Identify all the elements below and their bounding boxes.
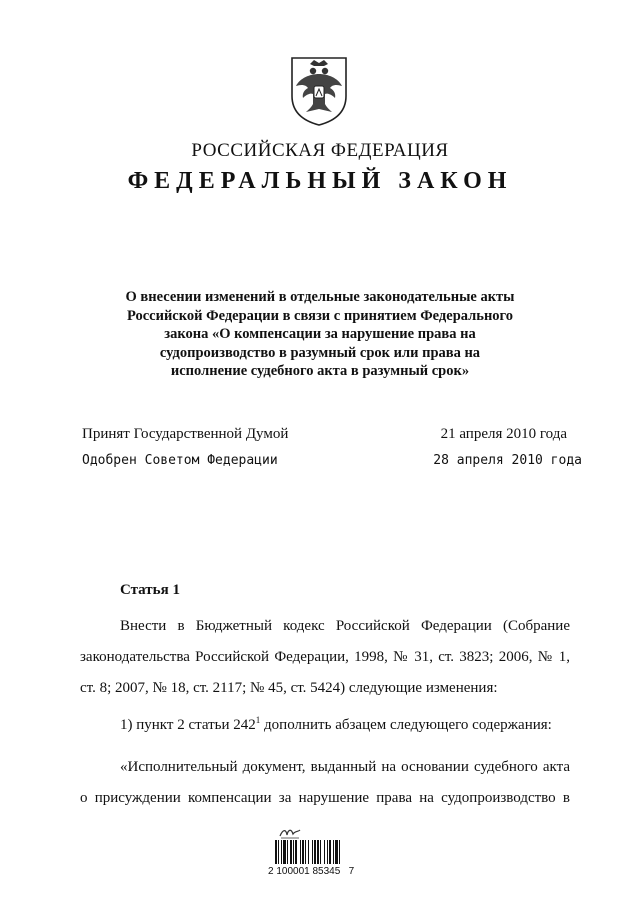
barcode-bar — [314, 840, 316, 864]
duma-adoption-label: Принят Государственной Думой — [82, 426, 289, 442]
barcode-bar — [324, 840, 325, 864]
article-heading: Статья 1 — [120, 582, 180, 598]
article-paragraph — [80, 710, 570, 741]
council-approval-date: 28 апреля 2010 года — [433, 453, 582, 468]
barcode-bar — [302, 840, 304, 864]
barcode-bar — [295, 840, 297, 864]
paragraph-text: 1) пункт 2 статьи 242 — [120, 717, 256, 733]
law-title — [100, 288, 540, 381]
article-paragraph: Внести в Бюджетный кодекс Российской Федерации (Собрание законодательства Российской Федерации, 1998, № 31, ст. 3823; 2006, № 1, ст. 8; 2007, № 18, ст. 2117; № 45, ст. 5424) следующие изменения: — [80, 618, 570, 696]
barcode-bar — [329, 840, 331, 864]
barcode-bar — [320, 840, 321, 864]
duma-adoption-row — [82, 426, 582, 443]
barcode-bar — [283, 840, 286, 864]
barcode-number: 2 100001 85345 7 — [268, 866, 355, 877]
barcode-bar — [278, 840, 279, 864]
law-type-heading: ФЕДЕРАЛЬНЫЙ ЗАКОН — [127, 168, 513, 194]
barcode-bar — [308, 840, 309, 864]
barcode-bar — [335, 840, 338, 864]
article-paragraph: «Исполнительный документ, выданный на основании судебного акта о присуждении компенсации за нарушение права на судопроизводство в — [80, 759, 570, 806]
barcode-bar — [305, 840, 306, 864]
law-title-line: судопроизводство в разумный срок или права на — [159, 344, 481, 361]
barcode-bar — [287, 840, 288, 864]
barcode-bar — [293, 840, 294, 864]
duma-adoption-date: 21 апреля 2010 года — [440, 426, 567, 442]
barcode-bar — [327, 840, 328, 864]
barcode-bar — [317, 840, 319, 864]
law-title-line: О внесении изменений в отдельные законодательные акты — [125, 289, 515, 305]
law-title-line: закона «О компенсации за нарушение права на — [164, 326, 476, 343]
barcode-bar — [333, 840, 334, 864]
council-approval-label: Одобрен Советом Федерации — [82, 453, 278, 468]
superscript-index: 1 — [255, 715, 261, 725]
barcode-bar — [300, 840, 301, 864]
barcode-bar — [275, 840, 277, 864]
barcode-bar — [290, 840, 292, 864]
paragraph-text: дополнить абзацем следующего содержания: — [260, 717, 552, 733]
barcode-bar — [312, 840, 313, 864]
council-approval-row — [82, 453, 582, 468]
barcode-bar — [339, 840, 340, 864]
coat-of-arms-emblem — [286, 52, 352, 128]
law-title-line: исполнение судебного акта в разумный срок» — [170, 363, 470, 380]
handwritten-initials-mark — [278, 826, 302, 840]
law-title-line: Российской Федерации в связи с принятием Федерального — [126, 307, 514, 324]
country-heading: РОССИЙСКАЯ ФЕДЕРАЦИЯ — [191, 140, 449, 161]
barcode-bar — [281, 840, 282, 864]
barcode-graphic — [274, 840, 364, 866]
